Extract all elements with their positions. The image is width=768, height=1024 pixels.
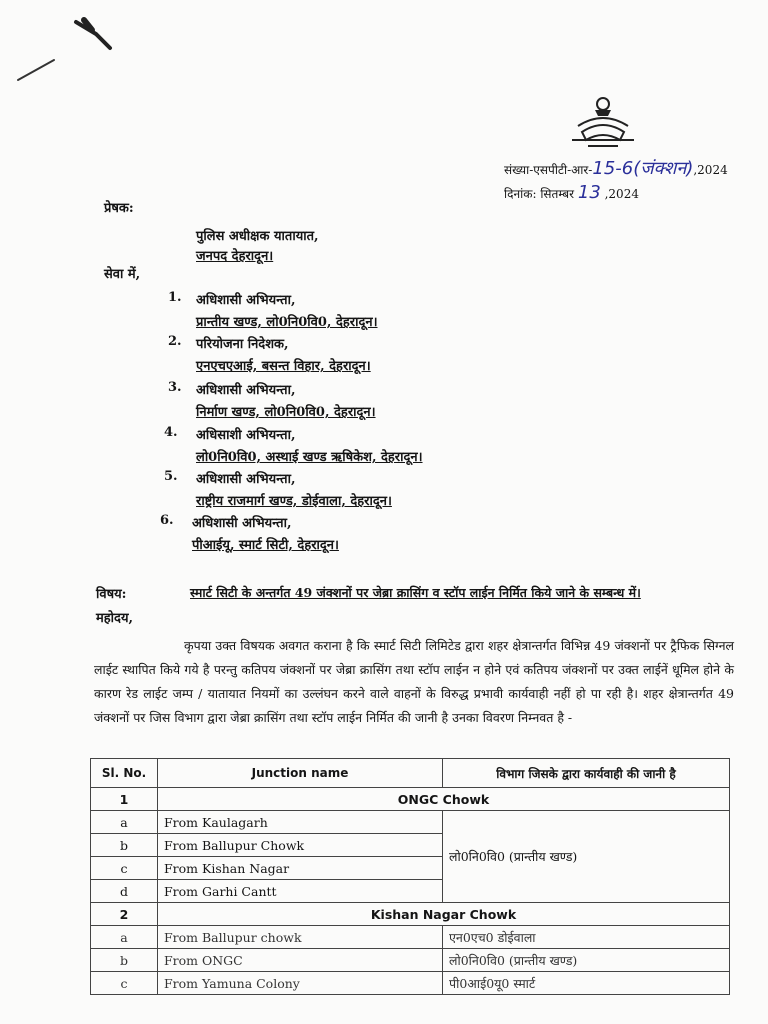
handwritten-ref: 15-6(जंक्शन) [592, 158, 694, 179]
recipient-office: निर्माण खण्ड, लो0नि0वि0, देहरादून। [196, 405, 376, 420]
row-sl: c [91, 972, 158, 995]
recipients-label: सेवा में, [104, 267, 141, 282]
group-number: 2 [91, 903, 158, 926]
subject-text: स्मार्ट सिटी के अन्तर्गत 49 जंक्शनों पर जेब्रा क्रासिंग व स्टॉप लाईन निर्मित किये जाने के सम्बन्ध में। [190, 585, 641, 600]
subject-label: विषय: [96, 587, 127, 602]
letter-date: दिनांक: सितम्बर 13 ,2024 [504, 182, 639, 203]
uttarakhand-police-emblem [568, 96, 638, 152]
recipient-number: 3. [168, 380, 182, 395]
group-number: 1 [91, 788, 158, 811]
recipient-office: लो0नि0वि0, अस्थाई खण्ड ऋषिकेश, देहरादून। [196, 450, 423, 465]
recipient-title: अधिशासी अभियन्ता, [196, 472, 296, 487]
recipient-title: अधिसाशी अभियन्ता, [196, 428, 296, 443]
row-from: From Kishan Nagar [158, 857, 443, 880]
recipient-office: पीआईयू, स्मार्ट सिटी, देहरादून। [192, 538, 339, 553]
row-from: From Ballupur chowk [158, 926, 443, 949]
recipient-office: राष्ट्रीय राजमार्ग खण्ड, डोईवाला, देहरादून। [196, 494, 392, 509]
recipient-number: 5. [164, 469, 178, 484]
pen-scribble-mark [14, 8, 124, 88]
handwritten-date: 13 [577, 182, 601, 203]
recipient-title: अधिशासी अभियन्ता, [196, 383, 296, 398]
row-sl: b [91, 834, 158, 857]
recipient-title: परियोजना निदेशक, [196, 337, 289, 352]
recipient-title: अधिशासी अभियन्ता, [192, 516, 292, 531]
row-from: From ONGC [158, 949, 443, 972]
row-sl: d [91, 880, 158, 903]
row-from: From Garhi Cantt [158, 880, 443, 903]
salutation: महोदय, [96, 611, 134, 626]
row-department: लो0नि0वि0 (प्रान्तीय खण्ड) [443, 949, 730, 972]
col-junction-name: Junction name [158, 759, 443, 788]
recipient-number: 2. [168, 334, 182, 349]
group-name: ONGC Chowk [158, 788, 730, 811]
recipient-number: 6. [160, 513, 174, 528]
row-sl: b [91, 949, 158, 972]
row-sl: a [91, 811, 158, 834]
row-department: लो0नि0वि0 (प्रान्तीय खण्ड) [443, 811, 730, 903]
row-sl: c [91, 857, 158, 880]
recipient-office: एनएचएआई, बसन्त विहार, देहरादून। [196, 359, 371, 374]
recipient-number: 4. [164, 425, 178, 440]
col-sl-no: Sl. No. [91, 759, 158, 788]
junction-table [90, 758, 730, 995]
recipient-office: प्रान्तीय खण्ड, लो0नि0वि0, देहरादून। [196, 315, 378, 330]
recipient-number: 1. [168, 290, 182, 305]
row-sl: a [91, 926, 158, 949]
recipient-title: अधिशासी अभियन्ता, [196, 293, 296, 308]
letter-body: कृपया उक्त विषयक अवगत कराना है कि स्मार्ट सिटी लिमिटेड द्वारा शहर क्षेत्रान्तर्गत विभिन्न 49 जंक्शनों पर ट्रैफिक सिग्नल लाईट स्थापित किये गये है परन्तु कतिपय जंक्शनों पर जेब्रा क्रासिंग तथा स्टॉप लाईन न होने एवं कतिपय जंक्शनों पर उक्त लाईनें धूमिल होने के कारण रेड लाईट जम्प / यातायात नियमों का उल्लंघन करने वाले वाहनों के विरुद्ध प्रभावी कार्यवाही नहीं हो पा रही है। शहर क्षेत्रान्तर्गत 49 जंक्शनों पर जिस विभाग द्वारा जेब्रा क्रासिंग तथा स्टॉप लाईन निर्मित की जानी है उनका विवरण निम्नवत है - [94, 638, 734, 725]
col-department: विभाग जिसके द्वारा कार्यवाही की जानी है [443, 759, 730, 788]
reference-number: संख्या-एसपीटी-आर-15-6(जंक्शन),2024 [504, 158, 728, 179]
row-department: पी0आई0यू0 स्मार्ट [443, 972, 730, 995]
row-from: From Ballupur Chowk [158, 834, 443, 857]
row-department: एन0एच0 डोईवाला [443, 926, 730, 949]
row-from: From Kaulagarh [158, 811, 443, 834]
group-name: Kishan Nagar Chowk [158, 903, 730, 926]
sender-label: प्रेषक: [104, 201, 134, 216]
row-from: From Yamuna Colony [158, 972, 443, 995]
sender-line2: जनपद देहरादून। [196, 249, 274, 264]
sender-line1: पुलिस अधीक्षक यातायात, [196, 229, 319, 244]
